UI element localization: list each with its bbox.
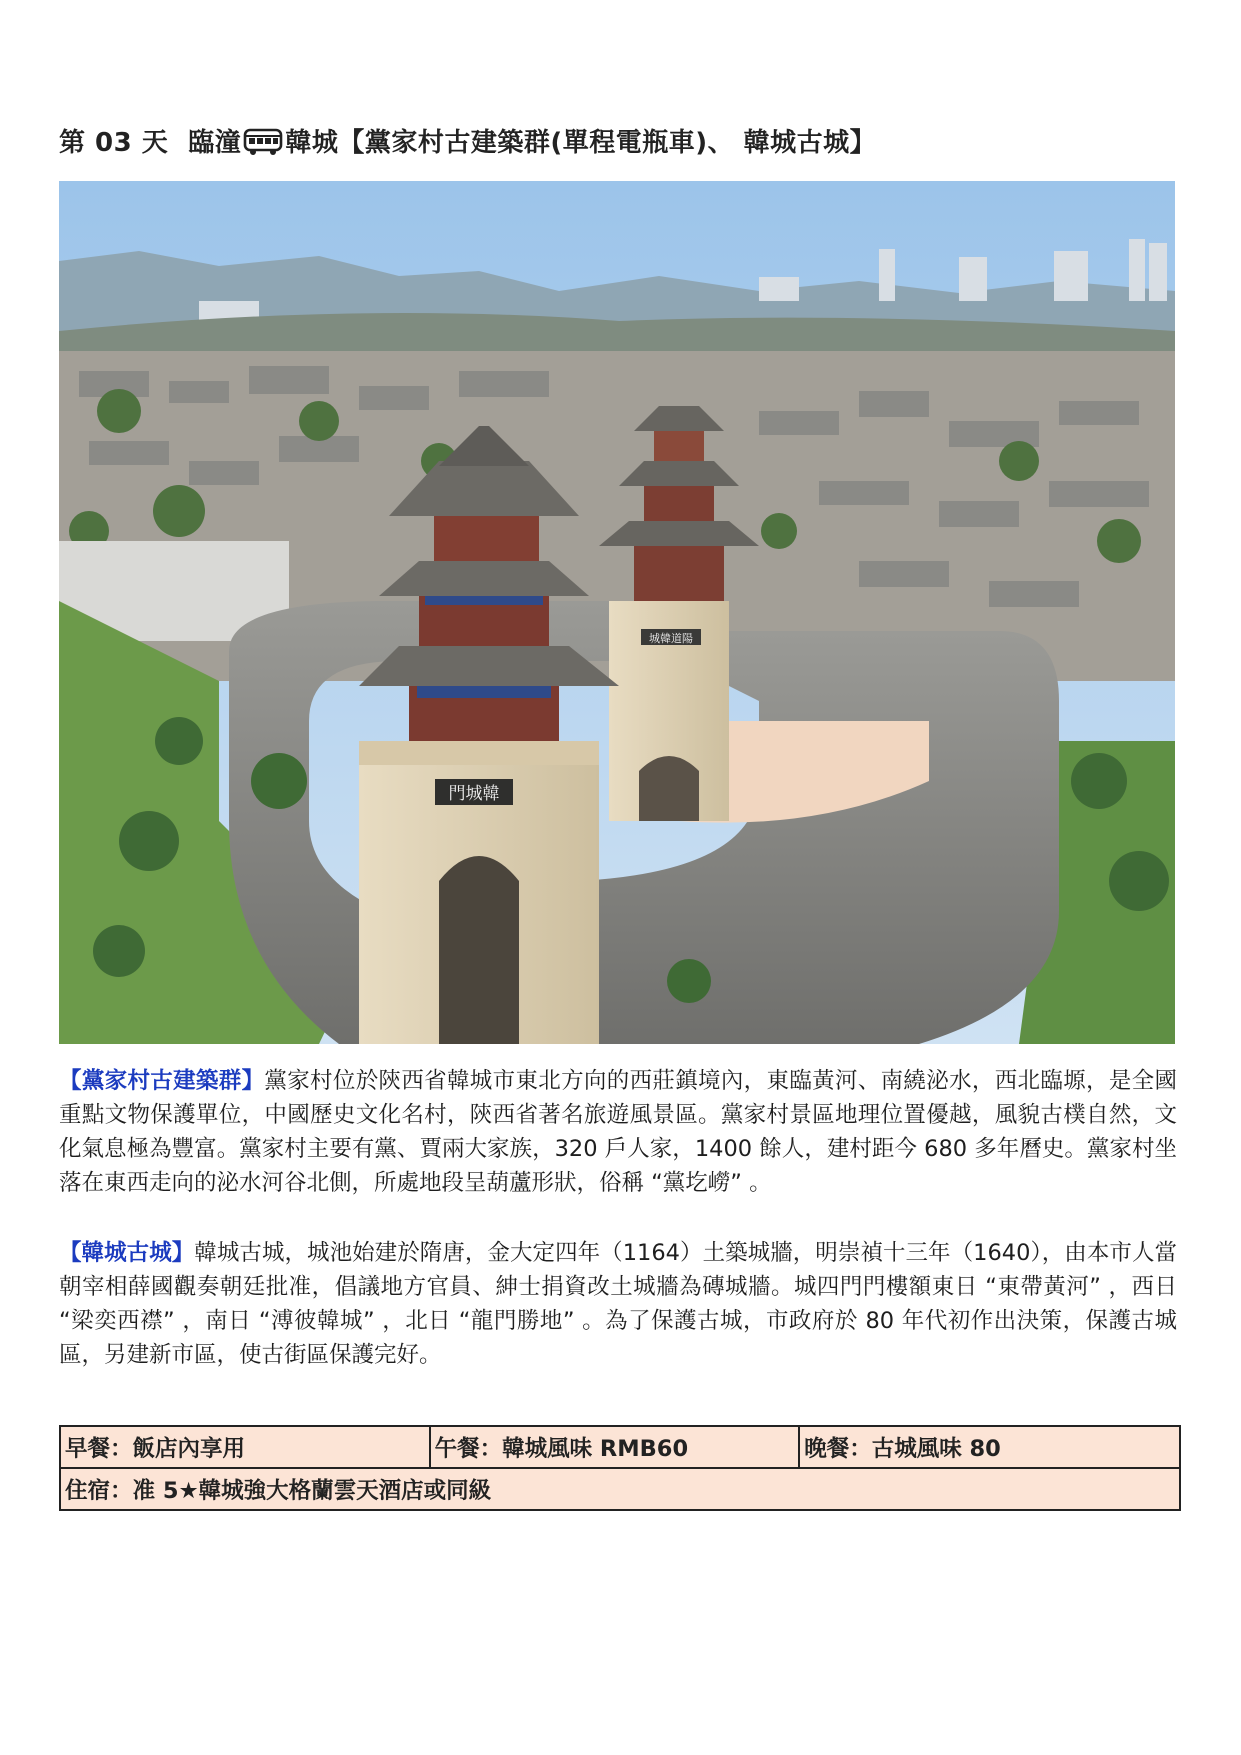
hotel-row <box>60 1468 1180 1510</box>
day-number: 第 03 天 <box>59 128 169 158</box>
breakfast-cell: 早餐：飯店內享用 <box>60 1426 430 1468</box>
plaque-back: 城韓道陽 <box>649 632 693 645</box>
bus-icon <box>243 126 283 156</box>
dinner-cell: 晚餐：古城風味 80 <box>799 1426 1180 1468</box>
to-city-attractions: 韓城【黨家村古建築群(單程電瓶車)、 韓城古城】 <box>285 128 877 158</box>
meals-table <box>59 1425 1181 1511</box>
day-header <box>59 122 876 159</box>
section-tag: 【黨家村古建築群】 <box>59 1068 265 1094</box>
lunch-cell: 午餐：韓城風味 RMB60 <box>430 1426 800 1468</box>
from-city: 臨潼 <box>188 128 242 158</box>
hancheng-gate-photo <box>59 181 1175 1044</box>
section-text: 韓城古城，城池始建於隋唐，金大定四年（1164）土築城牆，明崇禎十三年（1640），由本市人當朝宰相薛國觀奏朝廷批准，倡議地方官員、紳士捐資改土城牆為磚城牆。城四門門樓額東日 “東帶黃河” ，西日 “梁奕西襟” ，南日 “溥彼韓城” ，北日 “龍門勝地” 。為了保護古城，市政府於 80 年代初作出決策，保護古城區，另建新市區，使古街區保護完好。 <box>59 1240 1177 1368</box>
hotel-cell: 住宿：准 5★韓城強大格蘭雲天酒店或同級 <box>60 1468 1180 1510</box>
section-text: 黨家村位於陝西省韓城市東北方向的西莊鎮境內，東臨黃河、南繞泌水，西北臨塬，是全國重點文物保護單位，中國歷史文化名村，陝西省著名旅遊風景區。黨家村景區地理位置優越，風貌古樸自然，文化氣息極為豐富。黨家村主要有黨、賈兩大家族，320 戶人家，1400 餘人，建村距今 680 多年曆史。黨家村坐落在東西走向的泌水河谷北側，所處地段呈葫蘆形狀，俗稱 “黨圪嶗” 。 <box>59 1068 1177 1196</box>
section-tag: 【韓城古城】 <box>59 1240 195 1266</box>
plaque-front: 門城韓 <box>448 784 500 804</box>
hancheng-ancient-city-section <box>59 1236 1177 1372</box>
meals-row <box>60 1426 1180 1468</box>
dangjia-village-section <box>59 1064 1177 1200</box>
